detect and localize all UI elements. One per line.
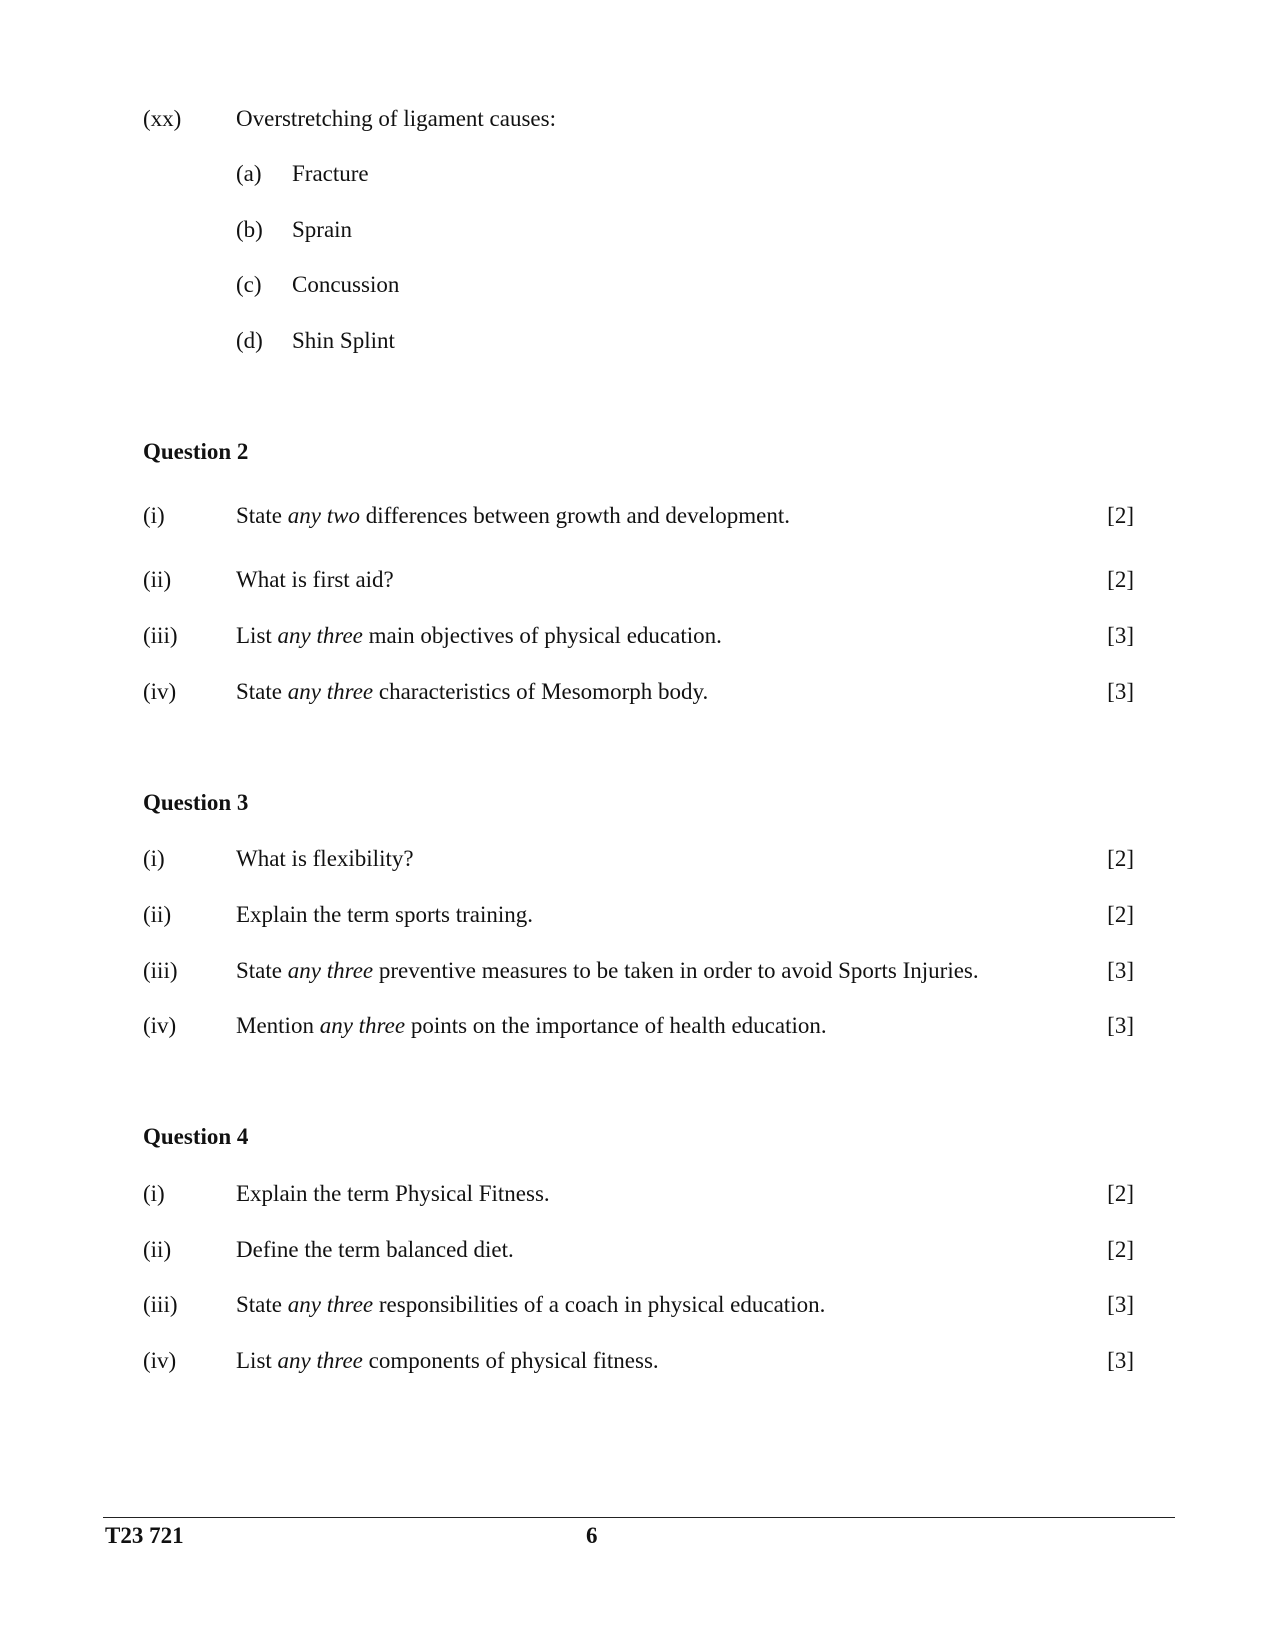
item-text: State any three preventive measures to be taken in order to avoid Sports Injuries.	[236, 958, 979, 983]
item-text: Define the term balanced diet.	[236, 1237, 514, 1262]
question-item	[0, 502, 1275, 532]
question-heading: Question 3	[143, 790, 249, 815]
marks: [2]	[1107, 567, 1134, 592]
marks: [3]	[1107, 1348, 1134, 1373]
item-text: State any three characteristics of Mesomorph body.	[236, 679, 709, 704]
item-text: State any two differences between growth and development.	[236, 503, 790, 528]
item-text: List any three main objectives of physical education.	[236, 623, 722, 648]
item-text: What is flexibility?	[236, 846, 414, 871]
question-item	[0, 1012, 1275, 1042]
item-text: Overstretching of ligament causes:	[236, 106, 556, 131]
question-heading: Question 4	[143, 1124, 249, 1149]
question-item	[0, 1347, 1275, 1377]
option-item	[0, 160, 1275, 190]
item-number: (i)	[143, 846, 165, 871]
item-number: (ii)	[143, 902, 172, 927]
marks: [2]	[1107, 1237, 1134, 1262]
option-item	[0, 327, 1275, 357]
question-item	[0, 901, 1275, 931]
page-number: 6	[586, 1523, 598, 1548]
question-item	[0, 1180, 1275, 1210]
option-text: Fracture	[292, 161, 369, 186]
marks: [2]	[1107, 1181, 1134, 1206]
option-text: Sprain	[292, 217, 353, 242]
question-item	[0, 566, 1275, 596]
question-item	[0, 957, 1275, 987]
question-item	[0, 105, 1275, 135]
marks: [2]	[1107, 846, 1134, 871]
item-number: (ii)	[143, 1237, 172, 1262]
question-item	[0, 845, 1275, 875]
marks: [3]	[1107, 679, 1134, 704]
item-text: State any three responsibilities of a coach in physical education.	[236, 1292, 826, 1317]
marks: [3]	[1107, 958, 1134, 983]
marks: [2]	[1107, 503, 1134, 528]
option-label: (b)	[236, 217, 263, 242]
option-label: (d)	[236, 328, 263, 353]
question-heading: Question 2	[143, 439, 249, 464]
marks: [3]	[1107, 1292, 1134, 1317]
item-number: (iv)	[143, 679, 177, 704]
question-item	[0, 622, 1275, 652]
item-number: (iii)	[143, 1292, 178, 1317]
item-number: (i)	[143, 503, 165, 528]
item-number: (ii)	[143, 567, 172, 592]
item-text: List any three components of physical fitness.	[236, 1348, 659, 1373]
footer-divider	[103, 1517, 1175, 1518]
marks: [3]	[1107, 623, 1134, 648]
option-label: (c)	[236, 272, 262, 297]
option-item	[0, 216, 1275, 246]
item-number: (xx)	[143, 106, 182, 131]
option-item	[0, 271, 1275, 301]
option-label: (a)	[236, 161, 262, 186]
item-number: (iv)	[143, 1013, 177, 1038]
item-text: What is first aid?	[236, 567, 394, 592]
item-number: (i)	[143, 1181, 165, 1206]
question-item	[0, 1236, 1275, 1266]
item-number: (iii)	[143, 958, 178, 983]
marks: [3]	[1107, 1013, 1134, 1038]
item-number: (iii)	[143, 623, 178, 648]
question-item	[0, 678, 1275, 708]
item-number: (iv)	[143, 1348, 177, 1373]
item-text: Mention any three points on the importance of health education.	[236, 1013, 827, 1038]
option-text: Concussion	[292, 272, 400, 297]
item-text: Explain the term Physical Fitness.	[236, 1181, 550, 1206]
item-text: Explain the term sports training.	[236, 902, 534, 927]
marks: [2]	[1107, 902, 1134, 927]
paper-code: T23 721	[105, 1523, 184, 1548]
question-item	[0, 1291, 1275, 1321]
option-text: Shin Splint	[292, 328, 395, 353]
